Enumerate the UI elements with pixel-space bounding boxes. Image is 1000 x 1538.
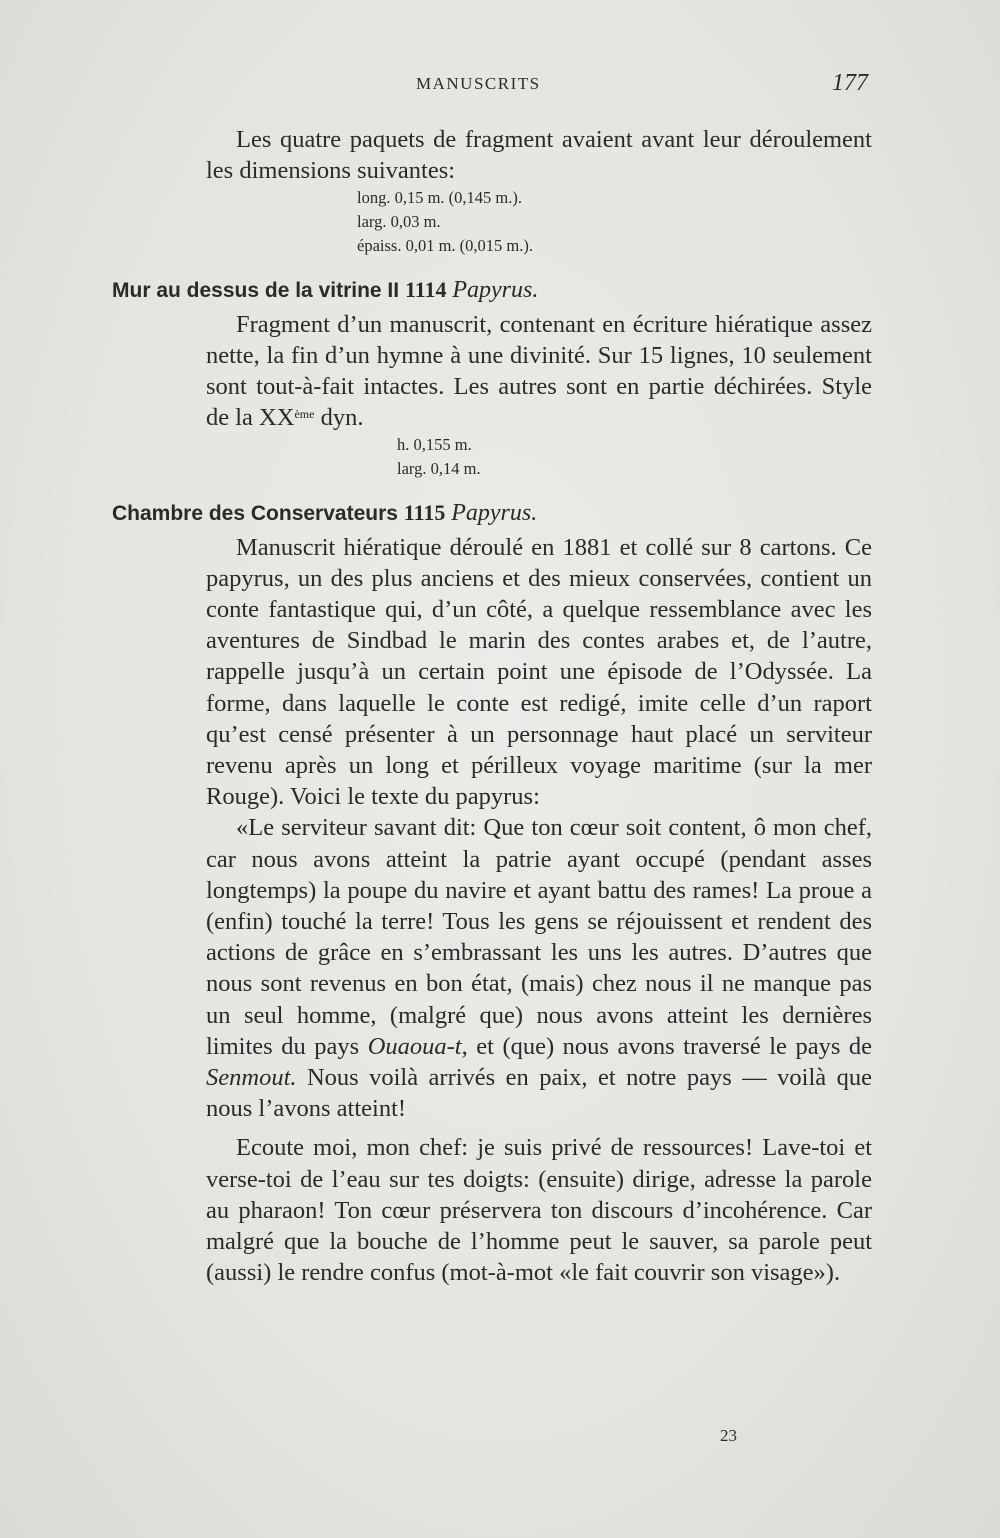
superscript-ordinal: ème bbox=[294, 407, 315, 422]
dimension-line: épaiss. 0,01 m. (0,015 m.). bbox=[357, 236, 533, 256]
running-title: MANUSCRITS bbox=[416, 74, 541, 93]
page-body bbox=[112, 124, 872, 1289]
entry-2-text: Fragment d’un manuscrit, contenant en écriture hiératique assez nette, la fin d’un hymne à une divinité. Sur 15 lignes, 10 seulement sont tout-à-fait intactes. Les autres sont en partie déchirées. Style de la XX bbox=[206, 310, 872, 432]
entry-2-paragraph bbox=[206, 309, 872, 434]
entry-3-heading bbox=[112, 497, 872, 529]
dimension-line: larg. 0,03 m. bbox=[357, 212, 441, 232]
quote-text: «Le serviteur savant dit: Que ton cœur soit content, ô mon chef, car nous avons atteint la patrie ayant occupé (pendant asses longtemps) la poupe du navire et ayant battu des rames! La proue a (enfin) touché la terre! Tous les gens se réjouissent et rendent des actions de grâce en s’embrassant les uns les autres. D’autres que nous sont revenus en bon état, (mais) chez nous il ne manque pas un seul homme, (malgré que) nous avons atteint les dernières limites du pays bbox=[206, 814, 872, 1060]
entry-2-number: 1114 bbox=[404, 277, 447, 303]
entry-1-dimensions bbox=[357, 186, 872, 258]
entry-3-number: 1115 bbox=[403, 500, 446, 526]
entry-3-paragraph-continued: Ecoute moi, mon chef: je suis privé de ressources! Lave-toi et verse-toi de l’eau sur tes doigts: (ensuite) dirige, adresse la parole au pharaon! Ton cœur préservera ton discours d’incohérence. Car malgré que la bouche de l’homme peut le sauver, sa parole peut (aussi) le rendre confus (mot-à-mot «le fait couvrir son visage»). bbox=[206, 1134, 872, 1287]
dimension-line: long. 0,15 m. (0,145 m.). bbox=[357, 188, 522, 208]
page-number: 177 bbox=[832, 70, 868, 96]
entry-1-paragraph: Les quatre paquets de fragment avaient avant leur déroulement les dimensions suivantes: bbox=[206, 126, 872, 185]
entry-3-location: Chambre des Conservateurs bbox=[112, 502, 398, 526]
entry-2-object: Papyrus. bbox=[452, 277, 539, 304]
entry-3-paragraph-quote bbox=[206, 812, 872, 1124]
quote-text: Nous voilà arrivés en paix, et notre pays — voilà que nous l’avons atteint! bbox=[206, 1064, 872, 1123]
entry-3-object: Papyrus. bbox=[451, 500, 538, 527]
entry-2-location: Mur au dessus de la vitrine II bbox=[112, 279, 400, 303]
signature-mark: 23 bbox=[720, 1426, 737, 1445]
place-name: Ouaoua-t, bbox=[367, 1032, 468, 1060]
dimension-line: h. 0,155 m. bbox=[397, 435, 472, 455]
entry-2-dimensions bbox=[397, 433, 872, 481]
quote-text: et (que) nous avons traversé le pays de bbox=[467, 1032, 873, 1060]
entry-2-heading bbox=[112, 274, 872, 306]
dimension-line: larg. 0,14 m. bbox=[397, 459, 481, 479]
entry-2-text-end: dyn. bbox=[314, 404, 364, 432]
running-head bbox=[208, 70, 868, 104]
entry-3-paragraph-intro: Manuscrit hiératique déroulé en 1881 et collé sur 8 cartons. Ce papyrus, un des plus anciens et des mieux conservées, contient un conte fantastique qui, d’un côté, a quelque ressemblance avec les aventures de Sindbad le marin des contes arabes et, de l’autre, rappelle jusqu’à un certain point une épisode de l’Odyssée. La forme, dans laquelle le conte est redigé, imite celle d’un raport qu’est censé présenter à un personnage haut placé un serviteur revenu après un long et périlleux voyage maritime (sur la mer Rouge). Voici le texte du papyrus: bbox=[206, 533, 872, 811]
place-name: Senmout. bbox=[206, 1064, 297, 1092]
